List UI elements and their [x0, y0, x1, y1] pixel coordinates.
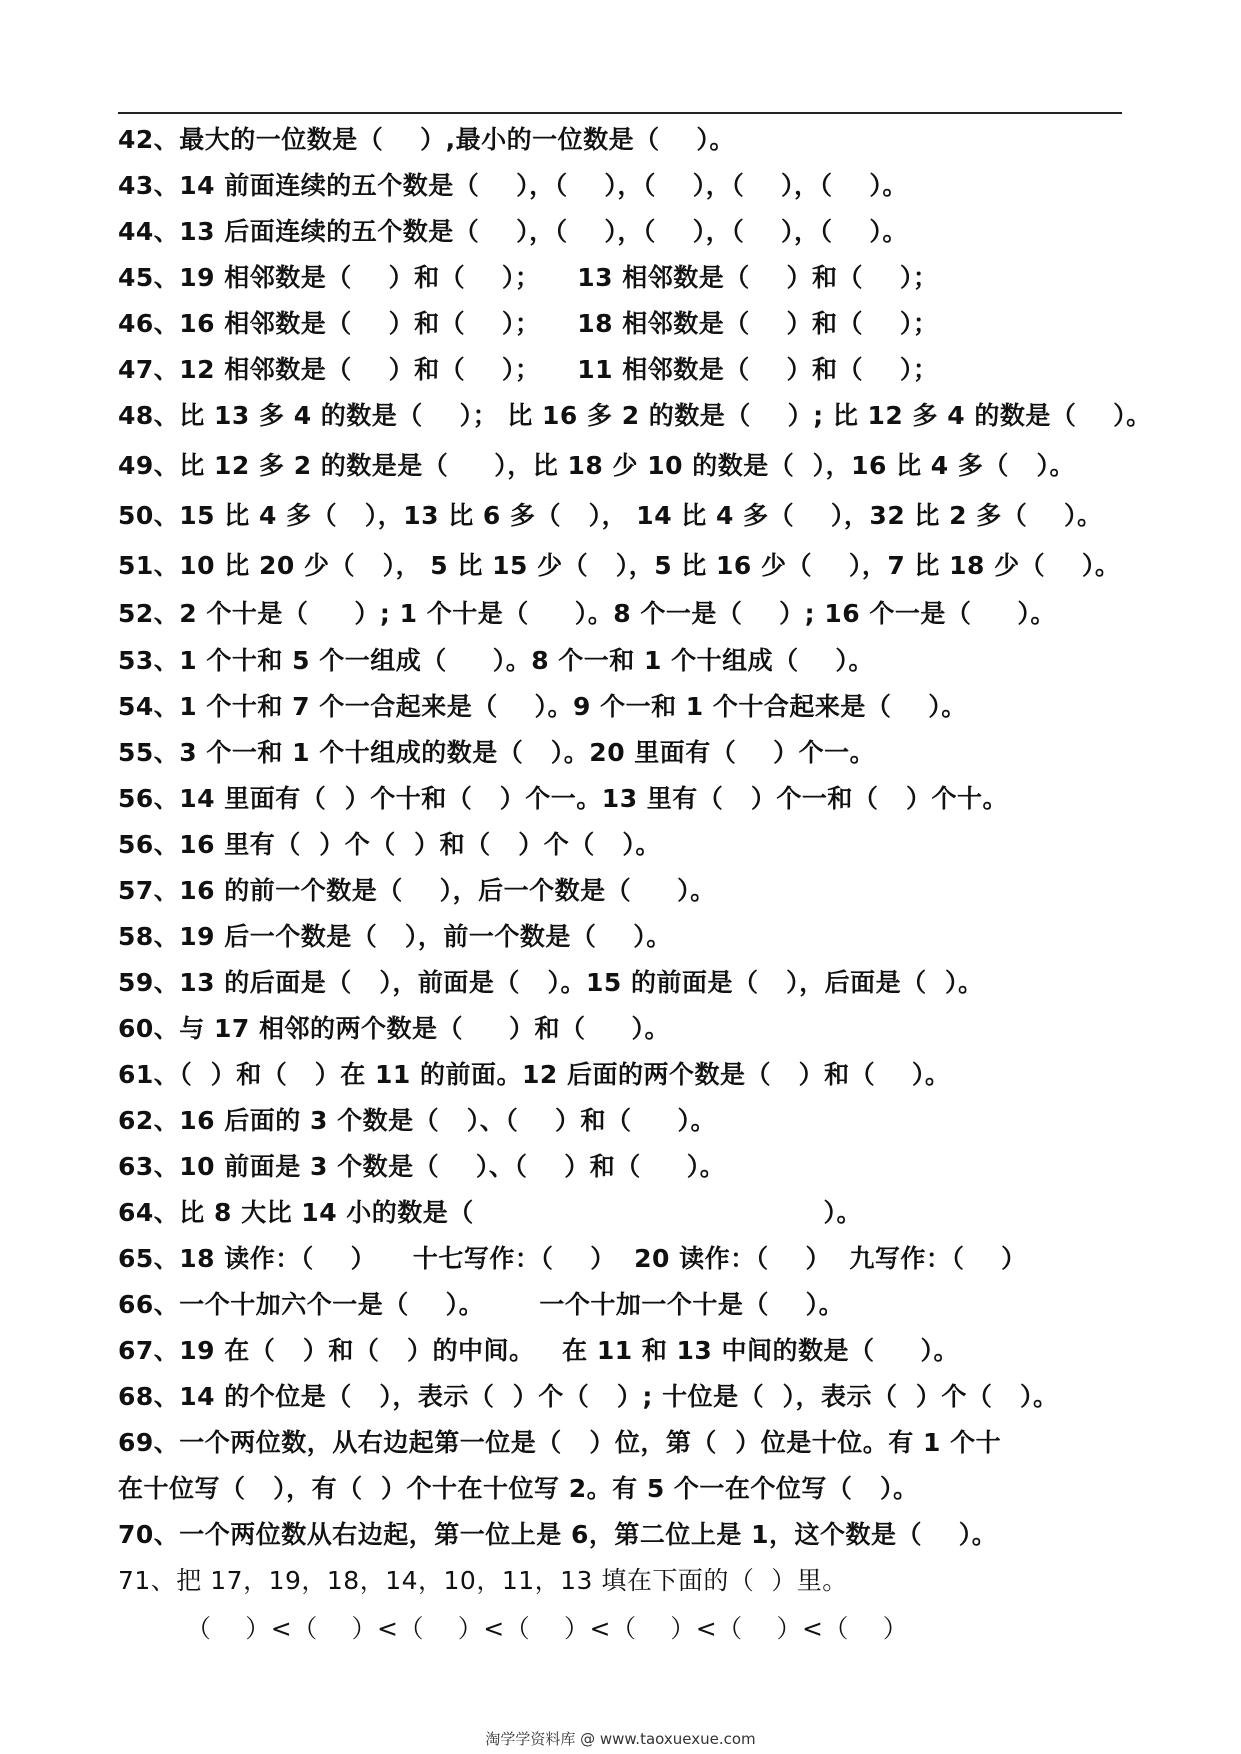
question-45: 45、19 相邻数是（ ）和（ ）； 13 相邻数是（ ）和（ ）；: [118, 263, 939, 292]
question-63: 63、10 前面是 3 个数是（ ）、（ ）和（ ）。: [118, 1152, 726, 1181]
question-69-continued: 在十位写（ ），有（ ）个十在十位写 2。有 5 个一在个位写（ ）。: [118, 1474, 919, 1503]
header-rule: [118, 112, 1122, 114]
question-60: 60、与 17 相邻的两个数是（ ）和（ ）。: [118, 1014, 671, 1043]
question-51: 51、10 比 20 少（ ）， 5 比 15 少（ ），5 比 16 少（ ），7 比 18 少（ ）。: [118, 551, 1121, 580]
question-58: 58、19 后一个数是（ ），前一个数是（ ）。: [118, 922, 672, 951]
question-71: 71、把 17，19，18，14，10，11，13 填在下面的（ ）里。: [118, 1566, 848, 1595]
question-43: 43、14 前面连续的五个数是（ ），（ ），（ ），（ ），（ ）。: [118, 171, 908, 200]
question-56b: 56、16 里有（ ）个（ ）和（ ）个（ ）。: [118, 830, 661, 859]
question-57: 57、16 的前一个数是（ ），后一个数是（ ）。: [118, 876, 716, 905]
question-47: 47、12 相邻数是（ ）和（ ）； 11 相邻数是（ ）和（ ）；: [118, 355, 939, 384]
question-67: 67、19 在（ ）和（ ）的中间。 在 11 和 13 中间的数是（ ）。: [118, 1336, 960, 1365]
question-61: 61、（ ）和（ ）在 11 的前面。12 后面的两个数是（ ）和（ ）。: [118, 1060, 951, 1089]
question-42: 42、最大的一位数是（ ）,最小的一位数是（ ）。: [118, 125, 735, 154]
question-53: 53、1 个十和 5 个一组成（ ）。8 个一和 1 个十组成（ ）。: [118, 646, 874, 675]
footer-watermark: 淘学学资料库 @ www.taoxuexue.com: [485, 1730, 756, 1748]
question-69: 69、一个两位数，从右边起第一位是（ ）位，第（ ）位是十位。有 1 个十: [118, 1428, 1002, 1457]
question-71-blanks: （ ）<（ ）<（ ）<（ ）<（ ）<（ ）<（ ）: [186, 1614, 909, 1643]
question-65: 65、18 读作：（ ） 十七写作：（ ） 20 读作：（ ） 九写作：（ ）: [118, 1244, 1027, 1273]
question-64: 64、比 8 大比 14 小的数是（ ）。: [118, 1198, 863, 1227]
question-62: 62、16 后面的 3 个数是（ ）、（ ）和（ ）。: [118, 1106, 717, 1135]
question-68: 68、14 的个位是（ ），表示（ ）个（ ）; 十位是（ ），表示（ ）个（ ）。: [118, 1382, 1059, 1411]
question-52: 52、2 个十是（ ）; 1 个十是（ ）。8 个一是（ ）; 16 个一是（ ）。: [118, 599, 1056, 628]
question-59: 59、13 的后面是（ ），前面是（ ）。15 的前面是（ ），后面是（ ）。: [118, 968, 984, 997]
question-48: 48、比 13 多 4 的数是（ ）； 比 16 多 2 的数是（ ）; 比 12 多 4 的数是（ ）。: [118, 401, 1152, 430]
question-56a: 56、14 里面有（ ）个十和（ ）个一。13 里有（ ）个一和（ ）个十。: [118, 784, 1009, 813]
question-66: 66、一个十加六个一是（ ）。 一个十加一个十是（ ）。: [118, 1290, 845, 1319]
question-44: 44、13 后面连续的五个数是（ ），（ ），（ ），（ ），（ ）。: [118, 217, 908, 246]
question-70: 70、一个两位数从右边起，第一位上是 6，第二位上是 1，这个数是（ ）。: [118, 1520, 998, 1549]
question-46: 46、16 相邻数是（ ）和（ ）； 18 相邻数是（ ）和（ ）；: [118, 309, 939, 338]
question-50: 50、15 比 4 多（ ），13 比 6 多（ ）， 14 比 4 多（ ），32 比 2 多（ ）。: [118, 501, 1103, 530]
question-54: 54、1 个十和 7 个一合起来是（ ）。9 个一和 1 个十合起来是（ ）。: [118, 692, 967, 721]
question-55: 55、3 个一和 1 个十组成的数是（ ）。20 里面有（ ）个一。: [118, 738, 876, 767]
question-49: 49、比 12 多 2 的数是是（ ），比 18 少 10 的数是（ ），16 比 4 多（ ）。: [118, 451, 1076, 480]
